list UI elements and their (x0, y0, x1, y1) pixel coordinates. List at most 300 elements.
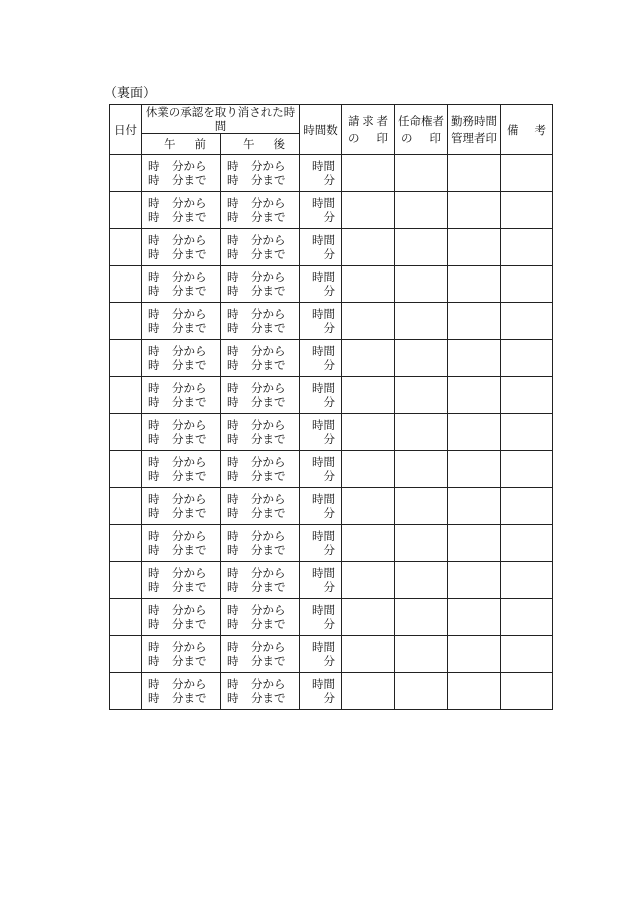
am-from-hour-unit: 時 (148, 233, 160, 247)
pm-from-minute-unit: 分から (251, 677, 286, 691)
am-time-cell[interactable] (142, 562, 221, 599)
pm-time-cell[interactable] (221, 229, 300, 266)
am-until-minute-unit: 分まで (172, 321, 207, 335)
pm-until-hour-unit: 時 (227, 691, 239, 705)
am-time-cell[interactable] (142, 192, 221, 229)
hours-unit: 時間 (312, 603, 335, 617)
pm-until-minute-unit: 分まで (251, 210, 286, 224)
table-row (110, 488, 553, 525)
pm-until-minute-unit: 分まで (251, 173, 286, 187)
minutes-unit: 分 (323, 617, 335, 631)
am-until-hour-unit: 時 (148, 321, 160, 335)
pm-time-cell[interactable] (221, 636, 300, 673)
appointer-seal-cell[interactable] (395, 414, 448, 451)
am-time-cell[interactable] (142, 340, 221, 377)
am-from-hour-unit: 時 (148, 196, 160, 210)
am-until-hour-unit: 時 (148, 654, 160, 668)
am-until-hour-unit: 時 (148, 469, 160, 483)
hours-cell[interactable] (300, 451, 342, 488)
pm-from-minute-unit: 分から (251, 233, 286, 247)
header-appointer-seal-char: 印 (429, 131, 441, 145)
pm-from-minute-unit: 分から (251, 566, 286, 580)
date-cell[interactable] (110, 192, 142, 229)
minutes-unit: 分 (323, 210, 335, 224)
am-until-hour-unit: 時 (148, 395, 160, 409)
pm-from-hour-unit: 時 (227, 603, 239, 617)
remarks-cell[interactable] (501, 266, 553, 303)
am-time-cell[interactable] (142, 155, 221, 192)
am-time-cell[interactable] (142, 266, 221, 303)
pm-until-hour-unit: 時 (227, 506, 239, 520)
header-date: 日付 (110, 105, 142, 155)
pm-from-minute-unit: 分から (251, 603, 286, 617)
manager-seal-cell[interactable] (448, 488, 501, 525)
header-requester-char-2: 求 (362, 114, 374, 128)
am-until-hour-unit: 時 (148, 506, 160, 520)
pm-from-minute-unit: 分から (251, 455, 286, 469)
date-cell[interactable] (110, 340, 142, 377)
remarks-cell[interactable] (501, 673, 553, 710)
table-row (110, 673, 553, 710)
hours-cell[interactable] (300, 266, 342, 303)
hours-unit: 時間 (312, 492, 335, 506)
header-am-char-1: 午 (164, 137, 176, 151)
pm-until-minute-unit: 分まで (251, 358, 286, 372)
pm-until-hour-unit: 時 (227, 284, 239, 298)
pm-from-hour-unit: 時 (227, 566, 239, 580)
appointer-seal-cell[interactable] (395, 488, 448, 525)
requester-seal-cell[interactable] (342, 636, 395, 673)
pm-until-hour-unit: 時 (227, 210, 239, 224)
hours-unit: 時間 (312, 455, 335, 469)
manager-seal-cell[interactable] (448, 673, 501, 710)
minutes-unit: 分 (323, 247, 335, 261)
am-from-minute-unit: 分から (172, 307, 207, 321)
remarks-cell[interactable] (501, 340, 553, 377)
header-pm-char-2: 後 (273, 137, 285, 151)
hours-cell[interactable] (300, 414, 342, 451)
date-cell[interactable] (110, 155, 142, 192)
table-row (110, 303, 553, 340)
date-cell[interactable] (110, 636, 142, 673)
pm-time-cell[interactable] (221, 562, 300, 599)
requester-seal-cell[interactable] (342, 599, 395, 636)
am-time-cell[interactable] (142, 377, 221, 414)
requester-seal-cell[interactable] (342, 525, 395, 562)
pm-from-minute-unit: 分から (251, 381, 286, 395)
am-from-minute-unit: 分から (172, 196, 207, 210)
am-until-minute-unit: 分まで (172, 358, 207, 372)
pm-time-cell[interactable] (221, 340, 300, 377)
remarks-cell[interactable] (501, 155, 553, 192)
am-time-cell[interactable] (142, 451, 221, 488)
pm-from-hour-unit: 時 (227, 677, 239, 691)
am-from-hour-unit: 時 (148, 307, 160, 321)
header-remarks-char-1: 備 (507, 122, 519, 137)
cancelled-leave-table (109, 104, 553, 710)
header-requester-seal-char: 印 (376, 131, 388, 145)
header-manager-title: 勤務時間 (451, 114, 497, 128)
hours-cell[interactable] (300, 340, 342, 377)
requester-seal-cell[interactable] (342, 414, 395, 451)
appointer-seal-cell[interactable] (395, 155, 448, 192)
remarks-cell[interactable] (501, 599, 553, 636)
remarks-cell[interactable] (501, 229, 553, 266)
pm-until-minute-unit: 分まで (251, 469, 286, 483)
header-pm (221, 134, 300, 155)
appointer-seal-cell[interactable] (395, 340, 448, 377)
pm-from-minute-unit: 分から (251, 640, 286, 654)
am-until-hour-unit: 時 (148, 358, 160, 372)
date-cell[interactable] (110, 229, 142, 266)
date-cell[interactable] (110, 488, 142, 525)
am-time-cell[interactable] (142, 303, 221, 340)
pm-time-cell[interactable] (221, 192, 300, 229)
table-row (110, 562, 553, 599)
hours-unit: 時間 (312, 196, 335, 210)
pm-from-hour-unit: 時 (227, 159, 239, 173)
hours-cell[interactable] (300, 562, 342, 599)
date-cell[interactable] (110, 266, 142, 303)
manager-seal-cell[interactable] (448, 303, 501, 340)
appointer-seal-cell[interactable] (395, 525, 448, 562)
pm-until-hour-unit: 時 (227, 469, 239, 483)
pm-from-hour-unit: 時 (227, 233, 239, 247)
pm-time-cell[interactable] (221, 266, 300, 303)
manager-seal-cell[interactable] (448, 377, 501, 414)
pm-until-hour-unit: 時 (227, 543, 239, 557)
am-until-minute-unit: 分まで (172, 210, 207, 224)
pm-from-minute-unit: 分から (251, 418, 286, 432)
am-time-cell[interactable] (142, 414, 221, 451)
pm-until-hour-unit: 時 (227, 395, 239, 409)
hours-cell[interactable] (300, 377, 342, 414)
pm-time-cell[interactable] (221, 377, 300, 414)
pm-time-cell[interactable] (221, 303, 300, 340)
page-side-label: （裏面） (104, 86, 157, 101)
am-until-minute-unit: 分まで (172, 506, 207, 520)
pm-from-minute-unit: 分から (251, 529, 286, 543)
pm-from-minute-unit: 分から (251, 344, 286, 358)
table-row (110, 155, 553, 192)
minutes-unit: 分 (323, 395, 335, 409)
pm-time-cell[interactable] (221, 673, 300, 710)
appointer-seal-cell[interactable] (395, 599, 448, 636)
pm-from-hour-unit: 時 (227, 529, 239, 543)
header-appointer-seal (395, 105, 448, 155)
table-row (110, 192, 553, 229)
pm-from-hour-unit: 時 (227, 270, 239, 284)
pm-time-cell[interactable] (221, 414, 300, 451)
date-cell[interactable] (110, 451, 142, 488)
minutes-unit: 分 (323, 173, 335, 187)
appointer-seal-cell[interactable] (395, 562, 448, 599)
hours-cell[interactable] (300, 673, 342, 710)
pm-time-cell[interactable] (221, 525, 300, 562)
pm-from-hour-unit: 時 (227, 455, 239, 469)
minutes-unit: 分 (323, 691, 335, 705)
header-requester-seal (342, 105, 395, 155)
pm-from-minute-unit: 分から (251, 196, 286, 210)
requester-seal-cell[interactable] (342, 488, 395, 525)
am-until-hour-unit: 時 (148, 210, 160, 224)
am-from-hour-unit: 時 (148, 603, 160, 617)
am-from-hour-unit: 時 (148, 640, 160, 654)
am-from-hour-unit: 時 (148, 455, 160, 469)
hours-unit: 時間 (312, 566, 335, 580)
pm-from-minute-unit: 分から (251, 307, 286, 321)
am-until-minute-unit: 分まで (172, 469, 207, 483)
hours-cell[interactable] (300, 488, 342, 525)
remarks-cell[interactable] (501, 525, 553, 562)
am-from-minute-unit: 分から (172, 640, 207, 654)
requester-seal-cell[interactable] (342, 340, 395, 377)
am-until-minute-unit: 分まで (172, 173, 207, 187)
am-time-cell[interactable] (142, 525, 221, 562)
table-row (110, 377, 553, 414)
remarks-cell[interactable] (501, 303, 553, 340)
am-from-hour-unit: 時 (148, 418, 160, 432)
manager-seal-cell[interactable] (448, 525, 501, 562)
appointer-seal-cell[interactable] (395, 229, 448, 266)
header-remarks (501, 105, 553, 155)
appointer-seal-cell[interactable] (395, 377, 448, 414)
date-cell[interactable] (110, 673, 142, 710)
appointer-seal-cell[interactable] (395, 451, 448, 488)
am-until-hour-unit: 時 (148, 691, 160, 705)
remarks-cell[interactable] (501, 562, 553, 599)
am-from-hour-unit: 時 (148, 566, 160, 580)
header-appointer-no: の (401, 131, 413, 145)
pm-time-cell[interactable] (221, 488, 300, 525)
pm-until-hour-unit: 時 (227, 173, 239, 187)
date-cell[interactable] (110, 377, 142, 414)
pm-time-cell[interactable] (221, 451, 300, 488)
am-until-minute-unit: 分まで (172, 395, 207, 409)
pm-until-minute-unit: 分まで (251, 395, 286, 409)
pm-until-hour-unit: 時 (227, 358, 239, 372)
table-row (110, 525, 553, 562)
manager-seal-cell[interactable] (448, 562, 501, 599)
table-row (110, 451, 553, 488)
appointer-seal-cell[interactable] (395, 192, 448, 229)
am-time-cell[interactable] (142, 599, 221, 636)
minutes-unit: 分 (323, 321, 335, 335)
minutes-unit: 分 (323, 506, 335, 520)
header-am (142, 134, 221, 155)
hours-unit: 時間 (312, 381, 335, 395)
am-from-hour-unit: 時 (148, 529, 160, 543)
pm-time-cell[interactable] (221, 599, 300, 636)
pm-from-hour-unit: 時 (227, 418, 239, 432)
pm-until-hour-unit: 時 (227, 617, 239, 631)
manager-seal-cell[interactable] (448, 192, 501, 229)
hours-cell[interactable] (300, 636, 342, 673)
minutes-unit: 分 (323, 580, 335, 594)
am-time-cell[interactable] (142, 229, 221, 266)
am-from-hour-unit: 時 (148, 381, 160, 395)
pm-from-hour-unit: 時 (227, 196, 239, 210)
pm-until-minute-unit: 分まで (251, 247, 286, 261)
am-until-hour-unit: 時 (148, 247, 160, 261)
requester-seal-cell[interactable] (342, 562, 395, 599)
manager-seal-cell[interactable] (448, 155, 501, 192)
minutes-unit: 分 (323, 284, 335, 298)
requester-seal-cell[interactable] (342, 192, 395, 229)
pm-until-minute-unit: 分まで (251, 580, 286, 594)
requester-seal-cell[interactable] (342, 303, 395, 340)
appointer-seal-cell[interactable] (395, 303, 448, 340)
hours-cell[interactable] (300, 229, 342, 266)
header-remarks-char-2: 考 (534, 122, 546, 137)
am-from-minute-unit: 分から (172, 603, 207, 617)
am-until-hour-unit: 時 (148, 580, 160, 594)
requester-seal-cell[interactable] (342, 229, 395, 266)
appointer-seal-cell[interactable] (395, 266, 448, 303)
am-until-minute-unit: 分まで (172, 617, 207, 631)
remarks-cell[interactable] (501, 488, 553, 525)
header-requester-char-1: 請 (348, 114, 360, 128)
pm-until-hour-unit: 時 (227, 580, 239, 594)
pm-until-hour-unit: 時 (227, 247, 239, 261)
am-until-minute-unit: 分まで (172, 691, 207, 705)
pm-until-minute-unit: 分まで (251, 432, 286, 446)
table-body (110, 155, 553, 710)
pm-from-hour-unit: 時 (227, 381, 239, 395)
manager-seal-cell[interactable] (448, 636, 501, 673)
am-until-minute-unit: 分まで (172, 432, 207, 446)
remarks-cell[interactable] (501, 192, 553, 229)
am-from-minute-unit: 分から (172, 455, 207, 469)
requester-seal-cell[interactable] (342, 266, 395, 303)
hours-unit: 時間 (312, 640, 335, 654)
date-cell[interactable] (110, 562, 142, 599)
table-row (110, 414, 553, 451)
pm-from-hour-unit: 時 (227, 344, 239, 358)
am-from-hour-unit: 時 (148, 270, 160, 284)
am-until-minute-unit: 分まで (172, 247, 207, 261)
hours-unit: 時間 (312, 159, 335, 173)
am-until-minute-unit: 分まで (172, 654, 207, 668)
header-am-char-2: 前 (194, 137, 206, 151)
pm-until-hour-unit: 時 (227, 321, 239, 335)
requester-seal-cell[interactable] (342, 451, 395, 488)
am-from-minute-unit: 分から (172, 529, 207, 543)
requester-seal-cell[interactable] (342, 155, 395, 192)
manager-seal-cell[interactable] (448, 266, 501, 303)
pm-from-hour-unit: 時 (227, 307, 239, 321)
am-from-hour-unit: 時 (148, 492, 160, 506)
hours-cell[interactable] (300, 525, 342, 562)
pm-until-minute-unit: 分まで (251, 321, 286, 335)
table-row (110, 340, 553, 377)
am-from-minute-unit: 分から (172, 566, 207, 580)
minutes-unit: 分 (323, 432, 335, 446)
header-appointer-title: 任命権者 (398, 114, 444, 128)
am-from-minute-unit: 分から (172, 418, 207, 432)
am-from-hour-unit: 時 (148, 159, 160, 173)
minutes-unit: 分 (323, 654, 335, 668)
am-until-minute-unit: 分まで (172, 580, 207, 594)
manager-seal-cell[interactable] (448, 340, 501, 377)
remarks-cell[interactable] (501, 377, 553, 414)
table-row (110, 266, 553, 303)
pm-until-hour-unit: 時 (227, 654, 239, 668)
header-cancelled-time: 休業の承認を取り消された時間 (142, 105, 300, 134)
am-from-minute-unit: 分から (172, 492, 207, 506)
hours-unit: 時間 (312, 307, 335, 321)
am-until-hour-unit: 時 (148, 543, 160, 557)
am-from-minute-unit: 分から (172, 270, 207, 284)
header-requester-no: の (348, 131, 360, 145)
date-cell[interactable] (110, 599, 142, 636)
am-time-cell[interactable] (142, 673, 221, 710)
manager-seal-cell[interactable] (448, 414, 501, 451)
hours-unit: 時間 (312, 270, 335, 284)
pm-until-minute-unit: 分まで (251, 543, 286, 557)
am-until-hour-unit: 時 (148, 173, 160, 187)
pm-from-hour-unit: 時 (227, 492, 239, 506)
requester-seal-cell[interactable] (342, 377, 395, 414)
appointer-seal-cell[interactable] (395, 673, 448, 710)
pm-time-cell[interactable] (221, 155, 300, 192)
am-time-cell[interactable] (142, 636, 221, 673)
am-until-hour-unit: 時 (148, 432, 160, 446)
am-until-minute-unit: 分まで (172, 284, 207, 298)
appointer-seal-cell[interactable] (395, 636, 448, 673)
hours-cell[interactable] (300, 155, 342, 192)
header-pm-char-1: 午 (243, 137, 255, 151)
minutes-unit: 分 (323, 469, 335, 483)
pm-until-minute-unit: 分まで (251, 691, 286, 705)
am-until-hour-unit: 時 (148, 284, 160, 298)
hours-unit: 時間 (312, 677, 335, 691)
pm-from-hour-unit: 時 (227, 640, 239, 654)
header-hours: 時間数 (300, 105, 342, 155)
hours-unit: 時間 (312, 233, 335, 247)
date-cell[interactable] (110, 303, 142, 340)
manager-seal-cell[interactable] (448, 451, 501, 488)
remarks-cell[interactable] (501, 414, 553, 451)
hours-unit: 時間 (312, 344, 335, 358)
am-time-cell[interactable] (142, 488, 221, 525)
pm-from-minute-unit: 分から (251, 159, 286, 173)
manager-seal-cell[interactable] (448, 599, 501, 636)
am-until-hour-unit: 時 (148, 617, 160, 631)
pm-until-minute-unit: 分まで (251, 506, 286, 520)
am-from-minute-unit: 分から (172, 233, 207, 247)
date-cell[interactable] (110, 525, 142, 562)
header-requester-char-3: 者 (376, 114, 388, 128)
am-from-hour-unit: 時 (148, 677, 160, 691)
remarks-cell[interactable] (501, 636, 553, 673)
hours-unit: 時間 (312, 418, 335, 432)
am-from-minute-unit: 分から (172, 344, 207, 358)
minutes-unit: 分 (323, 358, 335, 372)
date-cell[interactable] (110, 414, 142, 451)
remarks-cell[interactable] (501, 451, 553, 488)
header-manager-seal-label: 管理者印 (451, 131, 497, 145)
table-row (110, 229, 553, 266)
pm-from-minute-unit: 分から (251, 492, 286, 506)
hours-cell[interactable] (300, 192, 342, 229)
manager-seal-cell[interactable] (448, 229, 501, 266)
am-until-minute-unit: 分まで (172, 543, 207, 557)
hours-cell[interactable] (300, 599, 342, 636)
requester-seal-cell[interactable] (342, 673, 395, 710)
header-manager-seal (448, 105, 501, 155)
hours-cell[interactable] (300, 303, 342, 340)
